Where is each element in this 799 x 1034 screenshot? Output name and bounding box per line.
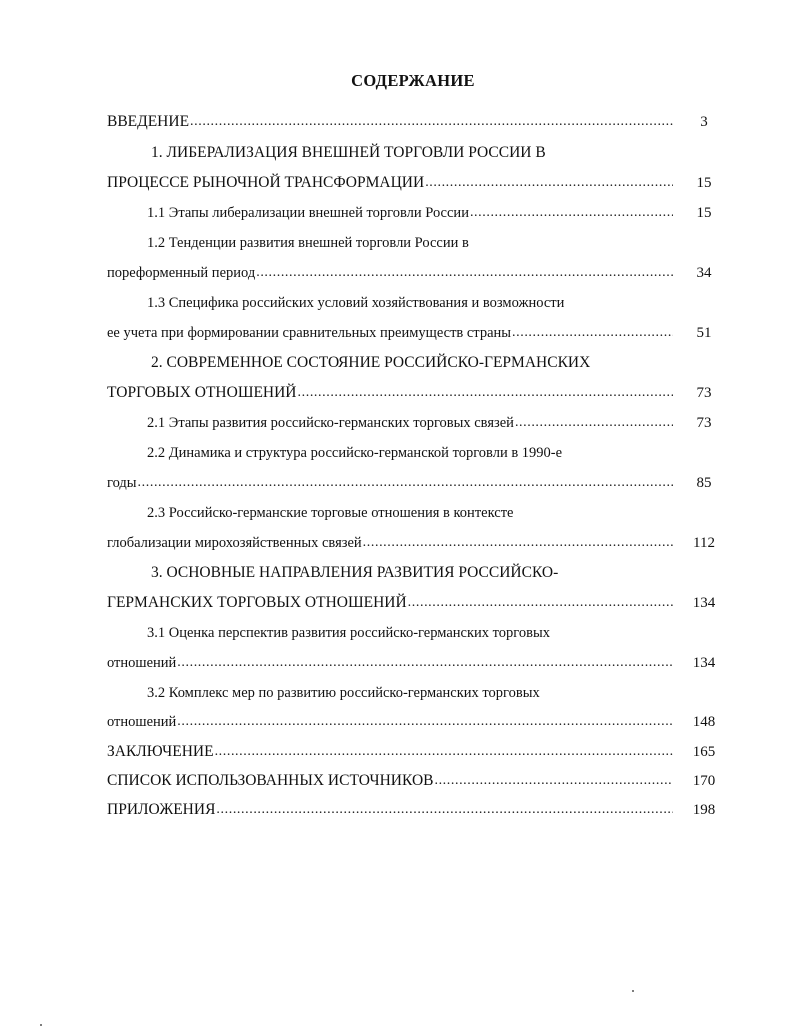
- toc-entry-text: 2.1 Этапы развития российско-германских торговых связей: [147, 415, 514, 431]
- toc-page-number: 134: [692, 655, 716, 671]
- dot-leader: [177, 653, 673, 673]
- toc-entry-text: 1.3 Специфика российских условий хозяйствования и возможности: [147, 295, 565, 311]
- toc-entry-text: 1.2 Тенденции развития внешней торговли России в: [147, 235, 469, 251]
- toc-chapter-1-heading[interactable]: [151, 137, 721, 163]
- toc-section-3-1-heading[interactable]: [147, 617, 721, 643]
- toc-section-2-1[interactable]: [147, 407, 721, 433]
- toc-page-number: 112: [693, 535, 715, 551]
- toc-section-1-2-heading[interactable]: [147, 227, 721, 253]
- dot-leader: [515, 413, 673, 433]
- toc-page-number: 165: [692, 744, 716, 760]
- dot-leader: [138, 473, 673, 493]
- dot-leader: [434, 771, 673, 791]
- toc-entry-text: отношений: [107, 714, 177, 730]
- toc-entry-text: ПРОЦЕССЕ РЫНОЧНОЙ ТРАНСФОРМАЦИИ: [107, 174, 425, 191]
- toc-page-number: 34: [696, 265, 712, 281]
- dot-leader: [216, 800, 673, 820]
- toc-entry-text: 1.1 Этапы либерализации внешней торговли России: [147, 205, 469, 221]
- toc-page-number: 51: [696, 325, 712, 341]
- toc-section-2-2-heading[interactable]: [147, 437, 721, 463]
- toc-page-number: 73: [696, 385, 712, 401]
- toc-section-1-3[interactable]: [107, 317, 721, 343]
- dot-leader: [512, 323, 673, 343]
- toc-entry-text: глобализации мирохозяйственных связей: [107, 535, 362, 551]
- toc-entry-appendix[interactable]: [107, 794, 721, 820]
- toc-entry-conclusion[interactable]: [107, 736, 721, 762]
- toc-entry-text: 2.2 Динамика и структура российско-германской торговли в 1990-е: [147, 445, 563, 461]
- toc-entry-text: ее учета при формировании сравнительных преимуществ страны: [107, 325, 512, 341]
- toc-entry-text: ГЕРМАНСКИХ ТОРГОВЫХ ОТНОШЕНИЙ: [107, 594, 407, 611]
- toc-entry-sources[interactable]: [107, 765, 721, 791]
- toc-entry-text: 2. СОВРЕМЕННОЕ СОСТОЯНИЕ РОССИЙСКО-ГЕРМАНСКИХ: [151, 354, 591, 371]
- toc-entry-text: годы: [107, 475, 137, 491]
- toc-section-3-2[interactable]: [107, 706, 721, 732]
- toc-entry-text: пореформенный период: [107, 265, 256, 281]
- toc-page-number: 73: [696, 415, 712, 431]
- toc-entry-text: ТОРГОВЫХ ОТНОШЕНИЙ: [107, 384, 297, 401]
- toc-entry-text: отношений: [107, 655, 177, 671]
- toc-entry-text: 2.3 Российско-германские торговые отношения в контексте: [147, 505, 514, 521]
- toc-section-3-1[interactable]: [107, 647, 721, 673]
- toc-section-1-3-heading[interactable]: [147, 287, 721, 313]
- toc-entry-text: 3. ОСНОВНЫЕ НАПРАВЛЕНИЯ РАЗВИТИЯ РОССИЙСКО-: [151, 564, 559, 581]
- toc-page-number: 3: [700, 114, 708, 130]
- toc-chapter-2[interactable]: [107, 377, 721, 403]
- dot-leader: [177, 712, 673, 732]
- toc-page-number: 15: [696, 175, 712, 191]
- toc-entry-text: 3.1 Оценка перспектив развития российско-германских торговых: [147, 625, 550, 641]
- toc-page-number: 15: [696, 205, 712, 221]
- toc-section-2-3[interactable]: [107, 527, 721, 553]
- toc-entry-text: 1. ЛИБЕРАЛИЗАЦИЯ ВНЕШНЕЙ ТОРГОВЛИ РОССИИ В: [151, 144, 546, 161]
- dot-leader: [408, 593, 673, 613]
- toc-entry-text: ВВЕДЕНИЕ: [107, 113, 190, 130]
- toc-entry-introduction[interactable]: [107, 106, 721, 132]
- dot-leader: [470, 203, 673, 223]
- toc-page-number: 170: [692, 773, 716, 789]
- dot-leader: [256, 263, 673, 283]
- toc-entry-text: СПИСОК ИСПОЛЬЗОВАННЫХ ИСТОЧНИКОВ: [107, 772, 434, 789]
- scan-speck: [632, 990, 634, 992]
- toc-page-number: 134: [692, 595, 716, 611]
- toc-section-3-2-heading[interactable]: [147, 677, 721, 703]
- toc-chapter-3-heading[interactable]: [151, 557, 721, 583]
- toc-section-2-2[interactable]: [107, 467, 721, 493]
- toc-page-number: 85: [696, 475, 712, 491]
- toc-chapter-3[interactable]: [107, 587, 721, 613]
- scan-speck: [40, 1024, 42, 1026]
- toc-page-number: 148: [692, 714, 716, 730]
- toc-section-1-1[interactable]: [147, 197, 721, 223]
- toc-page-number: 198: [692, 802, 716, 818]
- toc-chapter-1[interactable]: [107, 167, 721, 193]
- toc-chapter-2-heading[interactable]: [151, 347, 721, 373]
- dot-leader: [215, 742, 673, 762]
- toc-title: СОДЕРЖАНИЕ: [351, 71, 475, 90]
- dot-leader: [298, 383, 673, 403]
- toc-entry-text: ПРИЛОЖЕНИЯ: [107, 801, 216, 818]
- dot-leader: [363, 533, 673, 553]
- toc-section-2-3-heading[interactable]: [147, 497, 721, 523]
- toc-entry-text: 3.2 Комплекс мер по развитию российско-германских торговых: [147, 685, 540, 701]
- toc-entry-text: ЗАКЛЮЧЕНИЕ: [107, 743, 214, 760]
- dot-leader: [425, 173, 673, 193]
- dot-leader: [190, 112, 673, 132]
- toc-section-1-2[interactable]: [107, 257, 721, 283]
